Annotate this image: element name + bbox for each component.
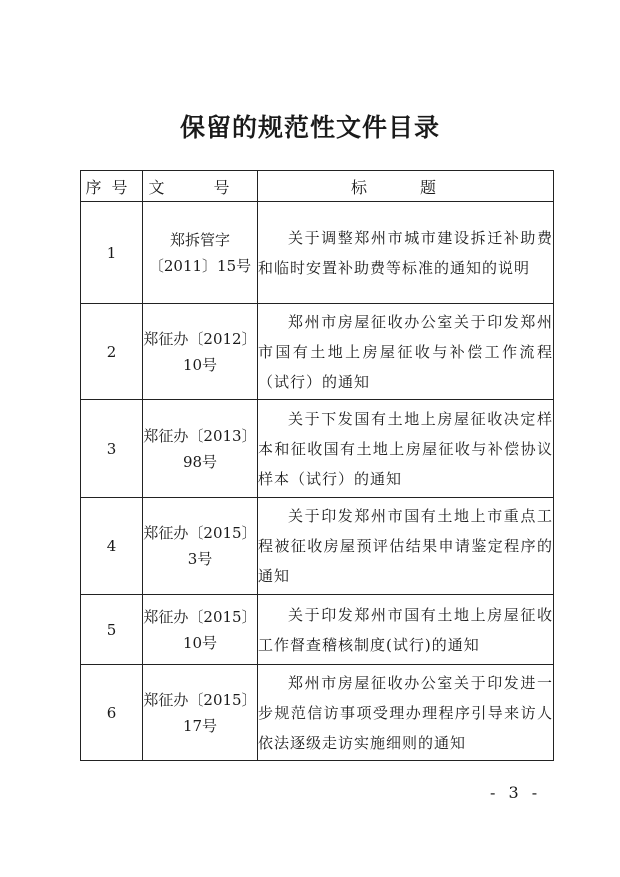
row-doc-number [143, 595, 258, 665]
row-seq: 1 [81, 202, 143, 304]
doc-number-line1: 郑拆管字 [169, 230, 230, 249]
doc-number-line2: 〔2011〕15号 [148, 256, 252, 275]
row-title: 关于印发郑州市国有土地上房屋征收工作督查稽核制度(试行)的通知 [258, 595, 554, 665]
doc-number-line2: 10号 [182, 633, 218, 652]
table-row [81, 665, 554, 761]
row-title: 关于调整郑州市城市建设拆迁补助费和临时安置补助费等标准的通知的说明 [258, 202, 554, 304]
doc-number-line2: 17号 [182, 716, 218, 735]
row-seq: 5 [81, 595, 143, 665]
row-seq: 3 [81, 400, 143, 498]
header-seq: 序号 [81, 171, 143, 202]
row-doc-number [143, 304, 258, 400]
doc-number-line2: 3号 [187, 550, 213, 568]
doc-number-line1: 郑征办〔2015〕 [143, 524, 257, 542]
table-header-row [81, 171, 554, 202]
catalog-table [80, 170, 554, 761]
row-doc-number [143, 498, 258, 595]
table-row [81, 304, 554, 400]
header-doc-number: 文 号 [143, 171, 258, 202]
row-title: 关于下发国有土地上房屋征收决定样本和征收国有土地上房屋征收与补偿协议样本（试行）的通知 [258, 400, 554, 498]
doc-number-line1: 郑征办〔2013〕 [143, 426, 257, 445]
doc-number-line1: 郑征办〔2015〕 [143, 607, 257, 626]
doc-number-line2: 10号 [182, 355, 218, 374]
page-title: 保留的规范性文件目录 [179, 113, 440, 142]
table-row [81, 202, 554, 304]
table-row [81, 595, 554, 665]
row-doc-number [143, 400, 258, 498]
row-title: 关于印发郑州市国有土地上市重点工程被征收房屋预评估结果申请鉴定程序的通知 [258, 498, 554, 595]
doc-number-line1: 郑征办〔2015〕 [143, 690, 257, 709]
row-seq: 6 [81, 665, 143, 761]
doc-number-line1: 郑征办〔2012〕 [143, 329, 257, 348]
header-title: 标 题 [258, 171, 554, 202]
row-title: 郑州市房屋征收办公室关于印发郑州市国有土地上房屋征收与补偿工作流程（试行）的通知 [258, 304, 554, 400]
table-row [81, 400, 554, 498]
page-number: - 3 - [490, 783, 542, 802]
row-doc-number [143, 202, 258, 304]
doc-number-line2: 98号 [182, 452, 218, 471]
row-seq: 4 [81, 498, 143, 595]
row-doc-number [143, 665, 258, 761]
table-row [81, 498, 554, 595]
row-seq: 2 [81, 304, 143, 400]
row-title: 郑州市房屋征收办公室关于印发进一步规范信访事项受理办理程序引导来访人依法逐级走访实施细则的通知 [258, 665, 554, 761]
